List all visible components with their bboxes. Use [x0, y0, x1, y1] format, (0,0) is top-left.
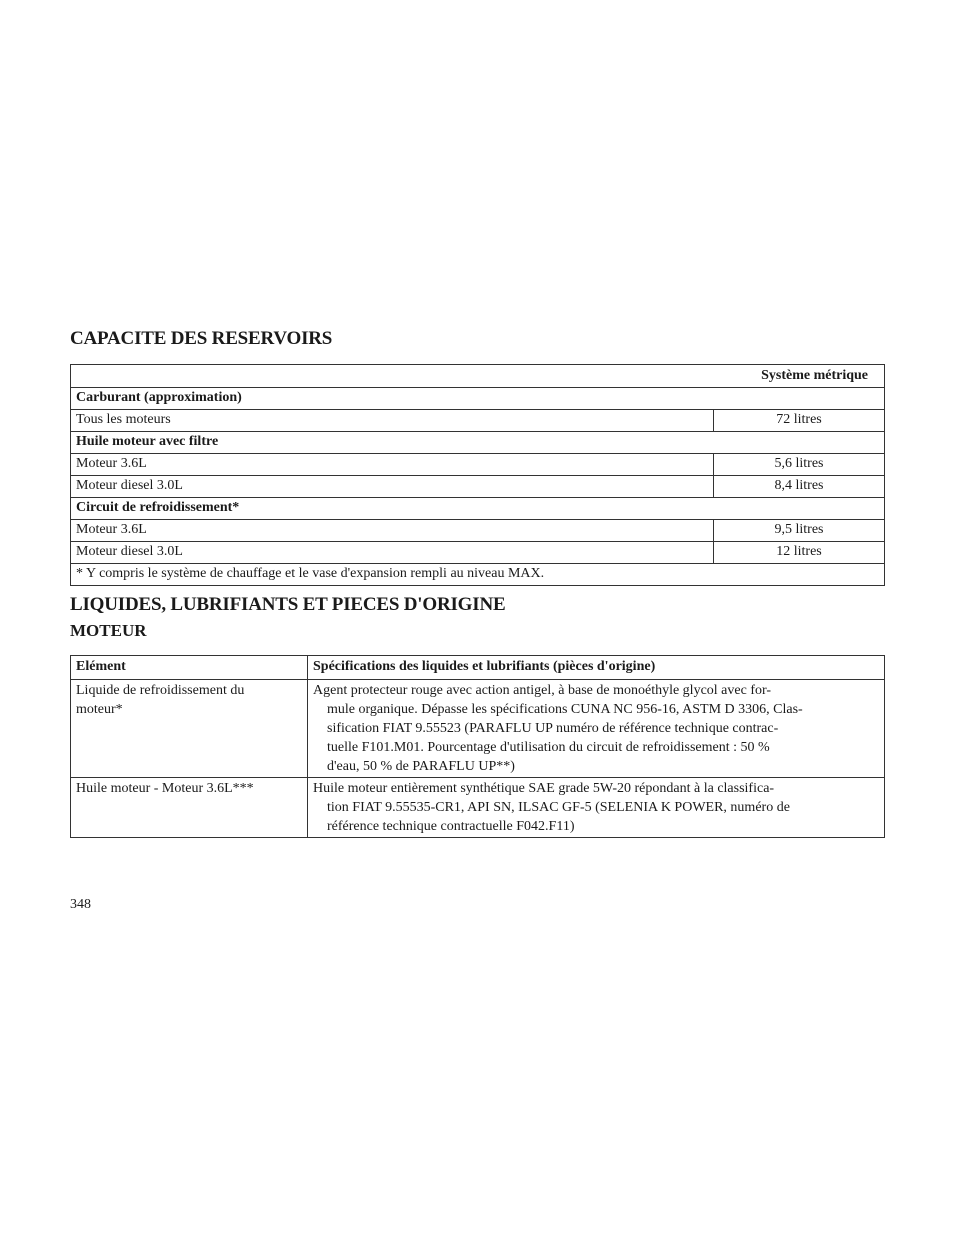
element-cell — [71, 680, 308, 778]
spec-line: tion FIAT 9.55535-CR1, API SN, ILSAC GF-5 (SELENIA K POWER, numéro de — [327, 800, 790, 815]
spec-line: sification FIAT 9.55523 (PARAFLU UP numéro de référence technique contrac- — [327, 721, 779, 736]
table-header-row — [71, 656, 885, 680]
spec-line: référence technique contractuelle F042.F11) — [327, 819, 575, 834]
row-item: Moteur diesel 3.0L — [71, 542, 714, 564]
page-number: 348 — [70, 897, 91, 912]
footnote-row — [71, 564, 885, 586]
spec-cell — [308, 680, 885, 778]
spec-cell — [308, 778, 885, 838]
element-cell — [71, 778, 308, 838]
row-item: Moteur 3.6L — [71, 520, 714, 542]
footnote: * Y compris le système de chauffage et le vase d'expansion rempli au niveau MAX. — [71, 564, 885, 586]
group-row — [71, 498, 885, 520]
row-value: 9,5 litres — [714, 520, 885, 542]
group-label: Circuit de refroidissement* — [71, 498, 885, 520]
spec-line: Agent protecteur rouge avec action antigel, à base de monoéthyle glycol avec for- — [313, 683, 772, 698]
fluids-table — [70, 655, 885, 838]
row-item: Moteur 3.6L — [71, 454, 714, 476]
empty-header-cell — [71, 365, 714, 388]
element-line: moteur* — [76, 702, 123, 717]
table-row — [71, 410, 885, 432]
table-row — [71, 778, 885, 838]
spec-line: Huile moteur entièrement synthétique SAE grade 5W-20 répondant à la classifica- — [313, 781, 775, 796]
table-row — [71, 476, 885, 498]
row-value: 8,4 litres — [714, 476, 885, 498]
group-row — [71, 432, 885, 454]
row-value: 72 litres — [714, 410, 885, 432]
group-label: Carburant (approximation) — [71, 388, 885, 410]
section-title-capacity: CAPACITE DES RESERVOIRS — [70, 328, 333, 349]
table-row — [71, 520, 885, 542]
row-value: 12 litres — [714, 542, 885, 564]
column-header-spec: Spécifications des liquides et lubrifiants (pièces d'origine) — [308, 656, 885, 680]
row-value: 5,6 litres — [714, 454, 885, 476]
element-line: Huile moteur - Moteur 3.6L*** — [76, 781, 254, 796]
group-row — [71, 388, 885, 410]
spec-line: d'eau, 50 % de PARAFLU UP**) — [327, 759, 515, 774]
table-row — [71, 454, 885, 476]
row-item: Tous les moteurs — [71, 410, 714, 432]
section-subtitle: MOTEUR — [70, 621, 147, 640]
section-title-fluids: LIQUIDES, LUBRIFIANTS ET PIECES D'ORIGINE — [70, 594, 506, 615]
row-item: Moteur diesel 3.0L — [71, 476, 714, 498]
column-header-element: Elément — [71, 656, 308, 680]
table-header-row — [71, 365, 885, 388]
element-line: Liquide de refroidissement du — [76, 683, 245, 698]
table-row — [71, 542, 885, 564]
spec-line: tuelle F101.M01. Pourcentage d'utilisation du circuit de refroidissement : 50 % — [327, 740, 770, 755]
column-header-metric: Système métrique — [714, 365, 885, 388]
spec-line: mule organique. Dépasse les spécifications CUNA NC 956-16, ASTM D 3306, Clas- — [327, 702, 803, 717]
group-label: Huile moteur avec filtre — [71, 432, 885, 454]
table-row — [71, 680, 885, 778]
capacity-table — [70, 364, 885, 586]
